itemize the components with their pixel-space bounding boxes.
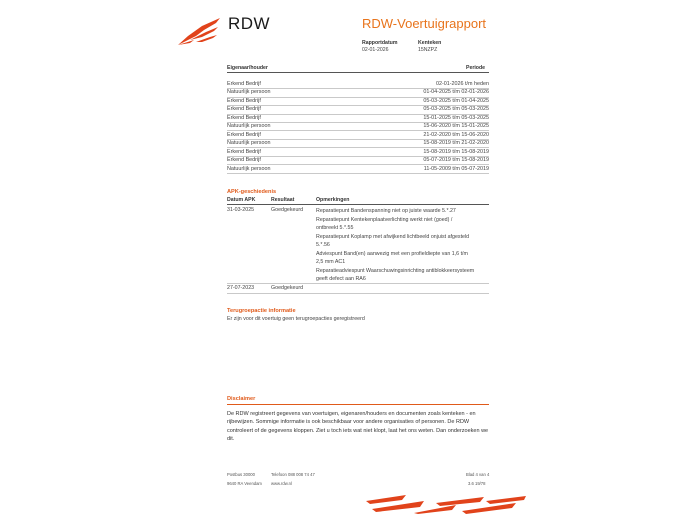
footer-page: Blad 4 van 4 bbox=[466, 472, 490, 477]
apk-remark-line: Reparatieadviespunt Waarschuwingsinrichting antiblokkeersysteem bbox=[316, 267, 475, 274]
owner-type: Erkend Bedrijf bbox=[227, 114, 261, 121]
report-date-value: 02-01-2026 bbox=[362, 47, 389, 53]
recall-text: Er zijn voor dit voertuig geen terugroepacties geregistreerd bbox=[227, 316, 365, 322]
apk-remark-line: Reparatiepunt Kentekenplaatverlichting werkt niet (goed) / bbox=[316, 216, 453, 223]
apk-remark-line: Adviespunt Band(en) aanwezig met een profieldiepte van 1,6 t/m bbox=[316, 250, 468, 257]
apk-date: 27-07-2023 bbox=[227, 285, 255, 291]
owner-type: Erkend Bedrijf bbox=[227, 97, 261, 104]
footer-postbus: Postbus 30000 bbox=[227, 472, 255, 477]
owner-period: 05-03-2025 t/m 05-03-2025 bbox=[423, 106, 489, 113]
owner-period: 02-01-2026 t/m heden bbox=[435, 81, 489, 87]
disclaimer-text: De RDW registreert gegevens van voertuigen, eigenaren/houders en documenten zoals kenteken - en rijbewijzen. Sommige informatie is ook beschikbaar voor andere organisaties of personen. De RDW controleert of de gegevens kloppen. Ziet u toch iets wat niet klopt, laat het ons weten. Dan onderzoeken we dit. bbox=[227, 411, 489, 443]
owner-period: 11-05-2009 t/m 05-07-2019 bbox=[423, 165, 489, 172]
owner-header: Eigenaar/houder bbox=[227, 65, 268, 71]
owner-period: 15-08-2019 t/m 21-02-2020 bbox=[423, 140, 489, 147]
apk-row-divider bbox=[227, 283, 489, 284]
plate-label: Kenteken bbox=[418, 40, 442, 46]
disclaimer-divider bbox=[227, 404, 489, 405]
owner-period: 15-08-2019 t/m 15-08-2019 bbox=[423, 148, 489, 155]
apk-result: Goedgekeurd bbox=[271, 207, 304, 213]
apk-remark-line: 2,5 mm AC1 bbox=[316, 259, 346, 265]
apk-remark-line: ontbreekt 5.*.55 bbox=[316, 225, 354, 231]
owner-type: Erkend Bedrijf bbox=[227, 157, 261, 164]
footer-code: 3.6 19/78 bbox=[468, 481, 486, 486]
owners-header-divider bbox=[227, 72, 489, 73]
apk-remark-line: Reparatiepunt Koplamp met afwijkend lichtbeeld onjuist afgesteld bbox=[316, 233, 470, 240]
owner-type: Erkend Bedrijf bbox=[227, 106, 261, 113]
footer-web: www.rdw.nl bbox=[271, 481, 292, 486]
owner-period: 15-06-2020 t/m 15-01-2025 bbox=[423, 123, 489, 130]
apk-remark-line: 5.*.56 bbox=[316, 242, 330, 248]
owner-period: 21-02-2020 t/m 15-06-2020 bbox=[423, 131, 489, 138]
owner-type: Erkend Bedrijf bbox=[227, 148, 261, 155]
owner-period: 01-04-2025 t/m 02-01-2026 bbox=[423, 89, 489, 96]
apk-remark-line: geeft defect aan RA6 bbox=[316, 276, 366, 282]
owner-type: Natuurlijk persoon bbox=[227, 89, 271, 96]
apk-remarks bbox=[316, 207, 474, 284]
apk-result-header: Resultaat bbox=[271, 197, 295, 203]
disclaimer-heading: Disclaimer bbox=[227, 396, 256, 402]
owner-type: Erkend Bedrijf bbox=[227, 81, 261, 87]
apk-remarks-header: Opmerkingen bbox=[316, 197, 350, 203]
report-date-label: Rapportdatum bbox=[362, 40, 398, 46]
footer-phone: Telefoon 088 008 74 47 bbox=[271, 472, 315, 477]
decorative-stripes-icon bbox=[366, 493, 526, 514]
owner-row-divider bbox=[227, 173, 489, 174]
apk-heading: APK-geschiedenis bbox=[227, 189, 277, 195]
recall-heading: Terugroepactie informatie bbox=[227, 308, 296, 314]
owner-period: 05-03-2025 t/m 01-04-2025 bbox=[423, 97, 489, 104]
apk-date: 31-03-2025 bbox=[227, 207, 255, 213]
owner-type: Natuurlijk persoon bbox=[227, 165, 271, 172]
apk-row-divider bbox=[227, 293, 489, 294]
apk-header-divider bbox=[227, 204, 489, 205]
apk-date-header: Datum APK bbox=[227, 197, 256, 203]
plate-value: 15NZPZ bbox=[418, 47, 438, 53]
owner-type: Natuurlijk persoon bbox=[227, 123, 271, 130]
footer-city: 9640 RA Veendam bbox=[227, 481, 262, 486]
owner-period: 15-01-2025 t/m 05-03-2025 bbox=[423, 114, 489, 121]
period-header: Periode bbox=[466, 65, 486, 71]
owner-type: Erkend Bedrijf bbox=[227, 131, 261, 138]
report-title: RDW-Voertuigrapport bbox=[362, 16, 487, 31]
brand-name: RDW bbox=[228, 14, 271, 33]
apk-result: Goedgekeurd bbox=[271, 285, 304, 291]
rdw-logo-icon bbox=[176, 18, 220, 46]
apk-remark-line: Reparatiepunt Bandenspanning niet op juiste waarde 5.*.27 bbox=[316, 208, 456, 214]
owner-type: Natuurlijk persoon bbox=[227, 140, 271, 147]
owner-period: 05-07-2019 t/m 15-08-2019 bbox=[423, 157, 489, 164]
